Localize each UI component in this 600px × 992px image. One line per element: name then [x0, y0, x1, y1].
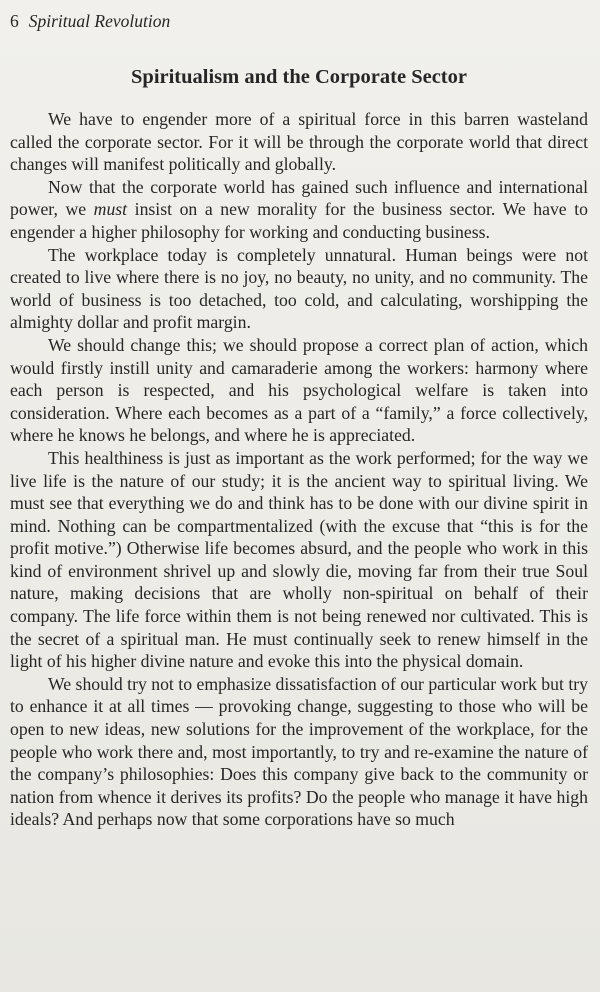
chapter-title: Spiritualism and the Corporate Sector: [131, 66, 467, 88]
paragraph-6: We should try not to emphasize dissatisfaction of our particular work but try to enhance it at all times — provoking change, suggesting to those who will be open to new ideas, new solutions for the improvement of the workplace, for the people who work there and, most importantly, to try and re-examine the nature of the company’s philosophies: Does this company give back to the community or nation from whence it derives its profits? Do the people who manage it have high ideals? And perhaps now that some corporations have so much: [10, 673, 588, 830]
emphasis-must: must: [93, 199, 128, 220]
book-title: Spiritual Revolution: [28, 11, 171, 31]
paragraph-2-start: Now that the corporate world has gained such influence and international power, we: [10, 176, 588, 220]
paragraph-1: We have to engender more of a spiritual force in this barren wasteland called the corporate sector. For it will be through the corporate world that direct changes will manifest politically and globally.: [10, 109, 588, 175]
page-number: 6: [10, 11, 19, 31]
body-text: [10, 108, 588, 831]
paragraph-3: The workplace today is completely unnatural. Human beings were not created to live where there is no joy, no beauty, no unity, and no community. The world of business is too detached, too cold, and calculating, worshipping the almighty dollar and profit margin.: [10, 244, 588, 333]
paragraph-4: We should change this; we should propose a correct plan of action, which would firstly instill unity and camaraderie among the workers: harmony where each person is respected, and his psychological welfare is taken into consideration. Where each becomes as a part of a “family,” a force collectively, where he knows he belongs, and where he is appreciated.: [10, 334, 588, 446]
running-header: [10, 10, 588, 32]
paragraph-2-end: insist on a new morality for the business sector. We have to engender a higher philosophy for working and conducting business.: [10, 199, 588, 242]
paragraph-2: [10, 176, 588, 244]
paragraph-5: This healthiness is just as important as the work performed; for the way we live life is the nature of our study; it is the ancient way to spiritual living. We must see that everything we do and think has to be done with our divine spirit in mind. Nothing can be compartmentalized (with the excuse that “this is for the profit motive.”) Otherwise life becomes absurd, and the people who work in this kind of environment shrivel up and slowly die, moving far from their true Soul nature, making decisions that are wholly non-spiritual on behalf of their company. The life force within them is not being renewed nor cultivated. This is the secret of a spiritual man. He must continually seek to renew himself in the light of his higher divine nature and evoke this into the physical domain.: [10, 447, 588, 672]
